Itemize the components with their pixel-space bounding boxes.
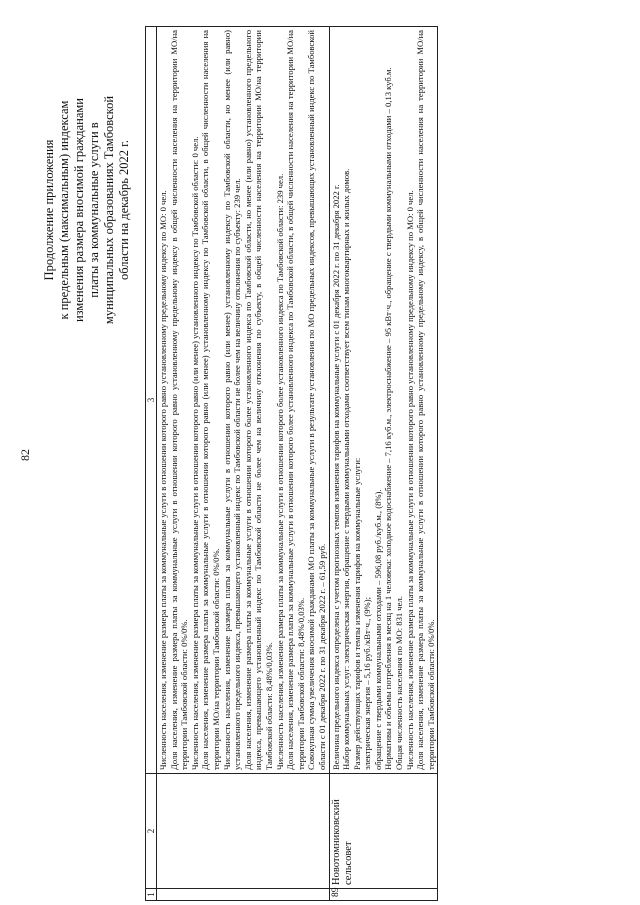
appendix-line: изменения размера вносимой гражданами xyxy=(72,98,86,323)
description-paragraph: Доля населения, изменение размера платы за коммунальные услуги в отношении которого более установленного индекса по Тамбовской области, в общей численности населения на территории МО/на территории Тамбовской области: 8,48%/0,03%. xyxy=(285,30,306,770)
table-header-row xyxy=(146,27,157,901)
appendix-line: к предельным (максимальным) индексам xyxy=(57,100,71,320)
description-paragraph: электрическая энергия – 5,16 руб./кВт·ч., (9%); xyxy=(362,597,373,770)
indices-table xyxy=(145,26,438,901)
description-paragraph: Численность населения, изменение размера платы за коммунальные услуги в отношении которого равно установленному предельному индексу по МО: 0 чел. xyxy=(158,190,168,770)
description-paragraph: Численность населения, изменение размера платы за коммунальные услуги в отношении которого равно установленному предельному индексу по МО: 0 чел. xyxy=(404,190,415,770)
description-paragraph: Доля населения, изменение размера платы за коммунальные услуги в отношении которого равно установленному предельному индексу, в общей численности населения на территории МО/на территории Тамбовской области: 0%/0%. xyxy=(415,30,436,770)
description-paragraph: Совокупная сумма увеличения вносимой гражданами МО платы за коммунальные услуги в результате установления по МО предельных индексов, превышающих установленный индекс по Тамбовской области с 01 декабря 2022 г. по 31 декабря 2022 г. – 61,59 руб. xyxy=(306,30,327,770)
description-cell xyxy=(329,27,438,774)
description-paragraph: Доля населения, изменение размера платы за коммунальные услуги в отношении которого равно установленному предельному индексу в общей численности населения на территории МО/на территории Тамбовской области: 0%/0%. xyxy=(168,30,190,770)
appendix-line: Продолжение приложения xyxy=(42,139,56,281)
table-body xyxy=(157,27,438,901)
description-paragraph: Доля населения, изменение размера платы за коммунальные услуги в отношении которого более установленного индекса по Тамбовской области, но менее (или равно) установленного предельного индекса, превышающего установленный индекс по Тамбовской области не более чем на величину отклонения по субъекту, в общей численности населения на территории МО/на территории Тамбовской области: 8,48%/0,03%. xyxy=(242,30,274,770)
row-number-cell: 89 xyxy=(329,889,438,901)
municipality-name-cell: Новотомниковский сельсовет xyxy=(329,774,438,889)
description-paragraph: Численность населения, изменение размера платы за коммунальные услуги в отношении которого более установленного индекса по Тамбовской области: 239 чел. xyxy=(274,173,285,770)
appendix-line: муниципальных образованиях Тамбовской xyxy=(102,95,116,325)
description-paragraph: Набор коммунальных услуг: электрическая энергия, обращение с твердыми коммунальными отходами соответствует всем типам многоквартирных и жилых домов. xyxy=(341,168,352,770)
description-paragraph: Численность населения, изменение размера платы за коммунальные услуги в отношении которого равно (или менее) установленного индексу по Тамбовской области: 0 чел. xyxy=(189,136,200,770)
description-paragraph: Доля населения, изменение размера платы за коммунальные услуги в отношении которого равно (или менее) установленному индексу по Тамбовской области, в общей численности населения на территории МО/на территории Тамбовской области: 0%/0%. xyxy=(200,30,221,770)
table-row xyxy=(329,27,438,901)
column-header: 2 xyxy=(146,774,157,889)
column-header: 3 xyxy=(146,27,157,774)
appendix-line: области на декабрь 2022 г. xyxy=(117,140,131,281)
description-paragraph: Численность населения, изменение размера платы за коммунальные услуги в отношении которого равно (или менее) установленному индексу по Тамбовской области, но менее (или равно) установленного предельного индекса, превышающего установленный индекс по Тамбовской области не более чем на величину отклонения по субъекту: 239 чел. xyxy=(221,30,243,770)
description-paragraph: Общая численность населения по МО: 831 чел. xyxy=(394,596,405,770)
description-paragraph: Размер действующих тарифов и темпы изменения тарифов на коммунальные услуги: xyxy=(351,457,362,770)
appendix-line: платы за коммунальные услуги в xyxy=(87,122,101,298)
description-paragraph: Нормативы и объемы потребления в месяц на 1 человека: холодное водоснабжение – 7,16 куб.м., электроснабжение – 95 кВт·ч., обращение с твердыми коммунальными отходами – 0,13 куб.м. xyxy=(383,67,394,770)
municipality-name-cell xyxy=(157,774,330,889)
column-header: 1 xyxy=(146,889,157,901)
table-row xyxy=(157,27,330,901)
row-number-cell xyxy=(157,889,330,901)
description-paragraph: Величина предельного индекса определена с учетом прогнозных темпов изменения тарифов на коммунальные услуги с 01 декабря 2022 г. по 31 декабря 2022 г. xyxy=(330,184,341,770)
appendix-caption xyxy=(42,45,132,375)
description-cell xyxy=(157,27,330,774)
page-number: 82 xyxy=(18,449,32,461)
description-paragraph: обращение с твердыми коммунальными отходами – 596,08 руб./куб.м., (8%). xyxy=(372,489,383,770)
